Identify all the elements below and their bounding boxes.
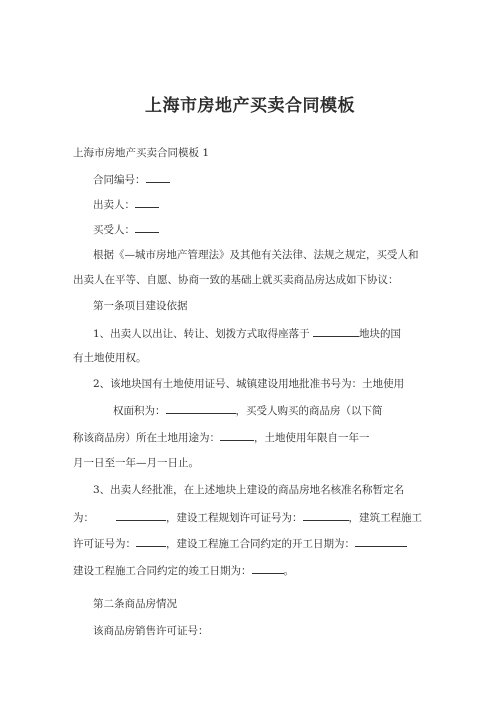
- text-segment: ，建设工程规划许可证号为：: [166, 512, 303, 524]
- article1-para1-line1: [93, 326, 401, 341]
- contract-number-blank: [146, 172, 170, 183]
- text-segment: 建设工程施工合同约定的竣工日期为：: [73, 565, 252, 577]
- article1-para3-line3: [73, 536, 407, 551]
- construction-permit-blank: [136, 536, 166, 547]
- article1-para2-line3: [73, 430, 370, 445]
- document-subtitle: 上海市房地产买卖合同模板 1: [73, 147, 210, 159]
- article1-para2-line1: 2、该地块国有土地使用证号、城镇建设用地批准书号为：土地使用: [93, 378, 405, 390]
- article1-para1-line2: 有土地使用权。: [73, 352, 147, 364]
- article2-heading: 第二条商品房情况: [93, 598, 177, 610]
- buyer-label: 买受人：: [93, 224, 135, 236]
- article1-para2-line2: [113, 403, 383, 418]
- seller-line: [93, 197, 159, 212]
- seller-label: 出卖人：: [93, 199, 135, 211]
- article1-para3-line1: 3、出卖人经批准，在上述地块上建设的商品房地名核准名称暂定名: [93, 484, 405, 496]
- buyer-blank: [135, 222, 159, 233]
- start-date-blank: [355, 536, 407, 547]
- text-segment: 权面积为：: [113, 405, 166, 417]
- text-segment: ，买受人购买的商品房（以下简: [235, 405, 383, 417]
- text-segment: 为：: [73, 512, 94, 524]
- text-segment: 1、出卖人以出让、转让、划拨方式取得座落于: [93, 328, 314, 340]
- text-segment: ，土地使用年限自一年一: [254, 432, 370, 444]
- text-segment: 称该商品房）所在土地用途为：: [73, 432, 220, 444]
- document-title: 上海市房地产买卖合同模板: [145, 96, 355, 116]
- article1-para3-line4: [73, 563, 294, 578]
- planning-permit-blank: [303, 510, 349, 521]
- preamble-line-2: 出卖人在平等、自愿、协商一致的基础上就买卖商品房达成如下协议：: [73, 274, 399, 286]
- text-segment: 地块的国: [359, 328, 402, 340]
- article1-para3-line2: [73, 510, 422, 525]
- preamble-line-1: 根据《—城市房地产管理法》及其他有关法律、法规之规定，买受人和: [93, 249, 419, 261]
- buyer-line: [93, 222, 159, 237]
- text-segment: 许可证号为：: [73, 538, 136, 550]
- text-segment: ，建筑工程施工: [348, 512, 422, 524]
- article1-para2-line4: 月一日至一年—月一日止。: [73, 457, 199, 469]
- contract-number-label: 合同编号：: [93, 174, 146, 186]
- text-segment: ，建设工程施工合同约定的开工日期为：: [166, 538, 355, 550]
- seller-blank: [135, 197, 159, 208]
- article2-para1: 该商品房销售许可证号：: [93, 625, 209, 637]
- location-blank: [313, 326, 359, 337]
- completion-date-blank: [252, 563, 284, 574]
- land-use-blank: [220, 430, 254, 441]
- name-blank: [116, 510, 166, 521]
- contract-number-line: [93, 172, 170, 187]
- article1-heading: 第一条项目建设依据: [93, 300, 188, 312]
- text-segment: 。: [283, 565, 294, 577]
- area-blank: [166, 403, 236, 414]
